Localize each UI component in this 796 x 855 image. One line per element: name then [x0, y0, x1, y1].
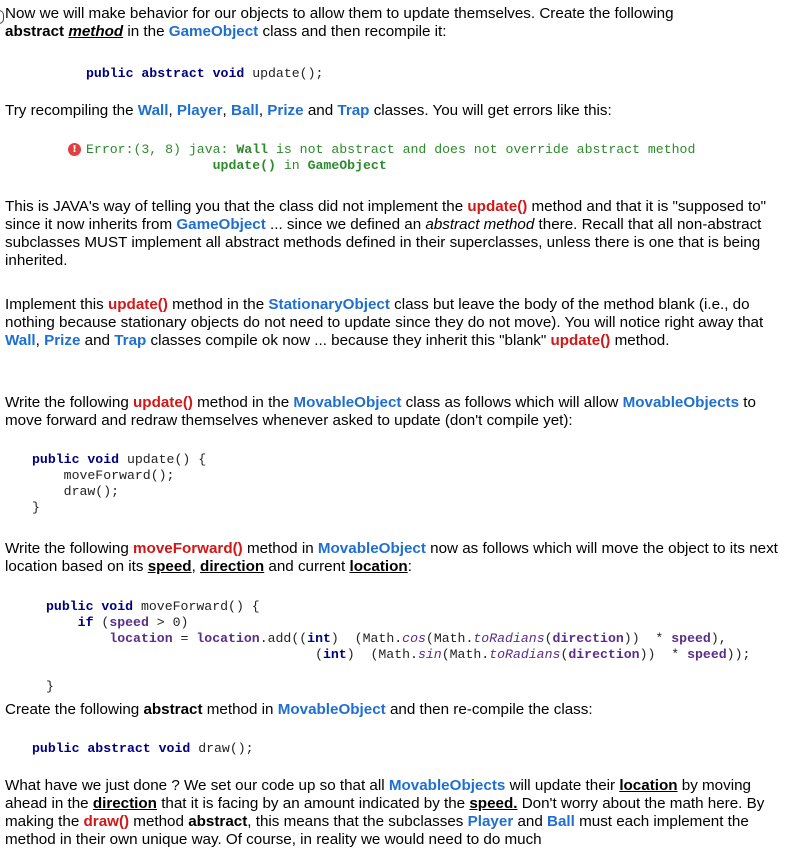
code-abstract-draw: public abstract void draw(); [32, 741, 254, 756]
stationary-paragraph: Implement this update() method in the StationaryObject class but leave the body of the method blank (i.e., do nothing because stationary objects do not need to update since they do not move). You will notice right away that Wall, Prize and Trap classes compile ok now ... because they inherit this "blank" update() method. [5, 296, 764, 349]
margin-marker [0, 10, 4, 24]
intro-paragraph: Now we will make behavior for our objects to allow them to update themselves. Create the following abstract method in the GameObject class and then recompile it: [5, 5, 674, 40]
moveforward-paragraph: Write the following moveForward() method in MovableObject now as follows which will move the object to its next location based on its speed, direction and current location: [5, 540, 778, 575]
code-abstract-update: public abstract void update(); [86, 66, 324, 81]
error-message: Error:(3, 8) java: Wall is not abstract and does not override abstract method update() in GameObject [86, 142, 696, 173]
explanation-paragraph: This is JAVA's way of telling you that the class did not implement the update() method and that it is "supposed to" since it now inherits from GameObject ... since we defined an abstract method there. Recall that all non-abstract subclasses MUST implement all abstract methods defined in their superclasses, unless there is one that is being inherited. [5, 198, 767, 269]
recompile-paragraph: Try recompiling the Wall, Player, Ball, Prize and Trap classes. You will get errors like this: [5, 102, 612, 119]
error-icon: ! [68, 143, 81, 156]
summary-paragraph: What have we just done ? We set our code up so that all MovableObjects will update their location by moving ahead in the direction that it is facing by an amount indicated by the speed. Don't worry about the math here. By making the draw() method abstract, this means that the subclasses Player and Ball must each implement the method in their own unique way. Of course, in reality we would need to do much [5, 777, 765, 848]
code-update-method: public void update() { moveForward(); draw(); } [32, 452, 207, 515]
abstract-draw-paragraph: Create the following abstract method in MovableObject and then re-compile the class: [5, 701, 593, 718]
movable-update-paragraph: Write the following update() method in the MovableObject class as follows which will allow MovableObjects to move forward and redraw themselves whenever asked to update (don't compile yet): [5, 394, 756, 429]
code-moveforward-method: public void moveForward() { if (speed > 0) location = location.add((int) (Math.cos(Math.toRadians(direction)) * speed), (int) (Math.sin(Math.toRadians(direction)) * speed)); } [46, 599, 751, 694]
